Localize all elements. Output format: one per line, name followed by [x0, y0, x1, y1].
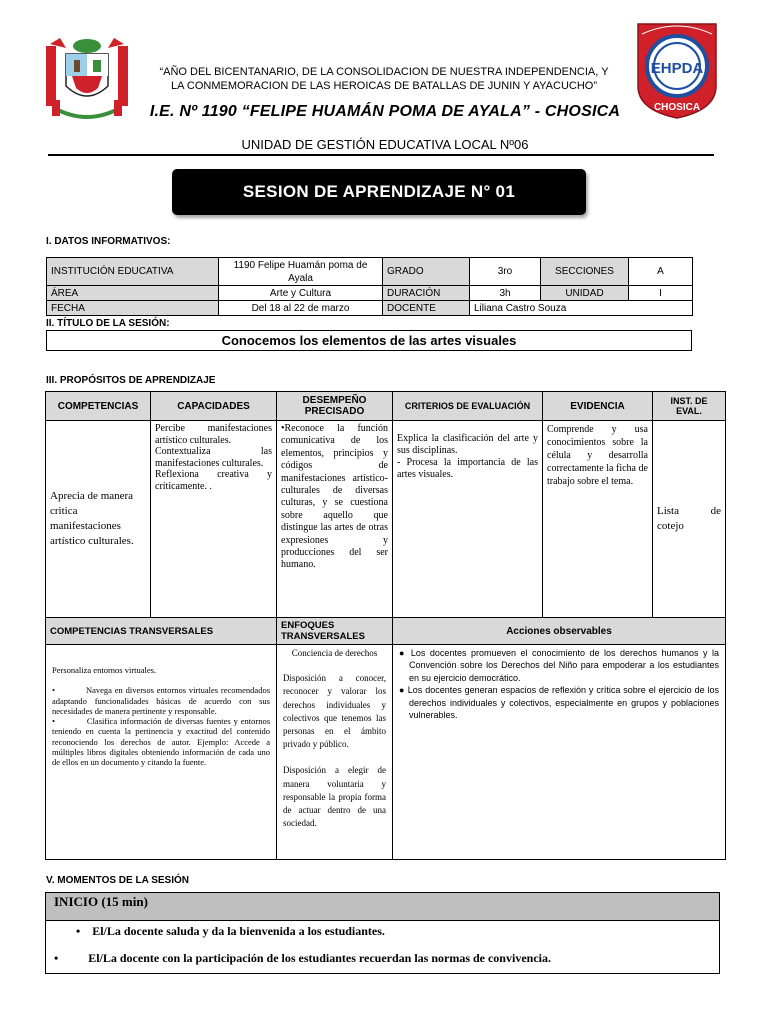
inicio-step: • El/La docente saluda y da la bienvenida a los estudiantes. [76, 924, 385, 938]
inicio-steps [46, 921, 720, 974]
criterios-cell [393, 421, 543, 618]
school-logo [634, 20, 720, 120]
accion-text: Los docentes generan espacios de reflexión y crítica sobre el ejercicio de los derechos individuales y colectivos, especialmente en grupos y poblaciones vulnerables. [407, 685, 720, 721]
fecha-label: FECHA [47, 301, 219, 316]
instrumento-cell: Lista de cotejo [653, 421, 726, 618]
capacidad-item: Contextualiza las manifestaciones culturales. [155, 446, 272, 469]
logo-text: EHPDA [650, 60, 704, 77]
docente-value: Liliana Castro Souza [470, 301, 693, 316]
session-banner: SESION DE APRENDIZAJE N° 01 [172, 169, 586, 215]
col-inst-eval: INST. DE EVAL. [653, 392, 726, 421]
unidad-label: UNIDAD [541, 286, 629, 301]
secciones-label: SECCIONES [541, 258, 629, 286]
propositos-heading: III. PROPÓSITOS DE APRENDIZAJE [46, 375, 216, 386]
momentos-table [45, 892, 720, 974]
momentos-heading: V. MOMENTOS DE LA SESIÓN [46, 875, 189, 886]
area-label: ÁREA [47, 286, 219, 301]
competencia-transversal-cell [46, 645, 277, 860]
enfoques-cell [277, 645, 393, 860]
col-desempeno: DESEMPEÑO PRECISADO [277, 392, 393, 421]
col-competencias: COMPETENCIAS [46, 392, 151, 421]
inicio-header: INICIO (15 min) [46, 893, 720, 921]
logo-bottom-text: CHOSICA [653, 102, 701, 113]
capacidad-item: Percibe manifestaciones artístico culturales. [155, 423, 272, 446]
criterio-item: - Procesa la importancia de las artes visuales. [397, 457, 538, 480]
session-title-box: Conocemos los elementos de las artes visuales [46, 330, 692, 351]
capacidad-item: Reflexiona creativa y críticamente. . [155, 469, 272, 492]
duracion-value: 3h [470, 286, 541, 301]
col-criterios: CRITERIOS DE EVALUACIÓN [393, 392, 543, 421]
titulo-heading: II. TÍTULO DE LA SESIÓN: [46, 318, 170, 329]
col-capacidades: CAPACIDADES [151, 392, 277, 421]
unidad-value: I [629, 286, 693, 301]
propositos-table [45, 391, 726, 860]
datos-heading: I. DATOS INFORMATIVOS: [46, 236, 171, 247]
grado-value: 3ro [470, 258, 541, 286]
institucion-value: 1190 Felipe Huamán poma de Ayala [219, 258, 383, 286]
institucion-label: INSTITUCIÓN EDUCATIVA [47, 258, 219, 286]
accion-text: Los docentes promueven el conocimiento de los derechos humanos y la Convención sobre los Derechos del Niño para empoderar a los estudiantes en su ejercicio democrático. [409, 648, 720, 683]
duracion-label: DURACIÓN [383, 286, 470, 301]
accion-item: ● Los docentes promueven el conocimiento de los derechos humanos y la Convención sobre los Derechos del Niño para empoderar a los estudiantes en su ejercicio democrático. [399, 648, 720, 683]
grado-label: GRADO [383, 258, 470, 286]
evidencia-cell: Comprende y usa conocimientos sobre la célula y desarrolla correctamente la ficha de trabajo sobre el tema. [543, 421, 653, 618]
inicio-step-text: El/La docente saluda y da la bienvenida a los estudiantes. [92, 924, 385, 938]
ugel-title: UNIDAD DE GESTIÓN EDUCATIVA LOCAL Nº06 [241, 137, 529, 152]
col-acciones-observables: Acciones observables [393, 618, 726, 645]
acciones-cell [393, 645, 726, 860]
enfoque-item: Disposición a conocer, reconocer y valorar los derechos individuales y colectivos que tenemos las personas en el ámbito privado y público. [283, 673, 386, 750]
fecha-value: Del 18 al 22 de marzo [219, 301, 383, 316]
col-enfoques-transversales: ENFOQUES TRANSVERSALES [277, 618, 393, 645]
competencia-transversal-item: • Clasifica información de diversas fuentes y entornos teniendo en cuenta la pertinencia y exactitud del contenido reconociendo los derechos de autor. Ejemplo: Accede a múltiples libros digitales obteniendo información de cada uno de ellos en un documento y citando la fuente. [52, 716, 270, 768]
inicio-step-text: El/La docente con la participación de los estudiantes recuerdan las normas de convivencia. [88, 951, 551, 965]
coat-of-arms-icon [44, 36, 130, 122]
accion-item: ● Los docentes generan espacios de reflexión y crítica sobre el ejercicio de los derechos individuales y colectivos, especialmente en grupos y poblaciones vulnerables. [399, 685, 720, 721]
secciones-value: A [629, 258, 693, 286]
capacidades-cell [151, 421, 277, 618]
competencia-transversal-item: • Navega en diversos entornos virtuales recomendados adaptando funcionalidades básicas de acuerdo con sus necesidades de manera pertinente y responsable. [52, 685, 270, 716]
motto-line-1: “AÑO DEL BICENTANARIO, DE LA CONSOLIDACION DE NUESTRA INDEPENDENCIA, Y [159, 66, 609, 78]
desempeno-cell: •Reconoce la función comunicativa de los elementos, principios y códigos de manifestaciones artístico- culturales de diversas culturas, y se cuestiona sobre aquello que distingue las artes de otras expresiones y producciones del ser humano. [277, 421, 393, 618]
competencia-transversal-title: Personaliza entornos virtuales. [52, 665, 157, 675]
school-name: I.E. Nº 1190 “FELIPE HUAMÁN POMA DE AYALA” - CHOSICA [149, 103, 621, 120]
criterio-item: Explica la clasificación del arte y sus disciplinas. [397, 433, 538, 456]
header-divider [48, 154, 714, 156]
area-value: Arte y Cultura [219, 286, 383, 301]
inicio-step: • El/La docente con la participación de los estudiantes recuerdan las normas de convivencia. [54, 951, 551, 965]
enfoque-title: Conciencia de derechos [291, 648, 378, 658]
motto-line-2: LA CONMEMORACION DE LAS HEROICAS DE BATALLAS DE JUNIN Y AYACUCHO” [170, 80, 598, 92]
competencia-cell: Aprecia de manera critica manifestaciones artístico culturales. [46, 421, 151, 618]
col-evidencia: EVIDENCIA [543, 392, 653, 421]
datos-table [46, 257, 693, 316]
enfoque-item: Disposición a elegir de manera voluntaria y responsable la propia forma de actuar dentro de una sociedad. [283, 765, 386, 829]
docente-label: DOCENTE [383, 301, 470, 316]
col-competencias-transversales: COMPETENCIAS TRANSVERSALES [46, 618, 277, 645]
